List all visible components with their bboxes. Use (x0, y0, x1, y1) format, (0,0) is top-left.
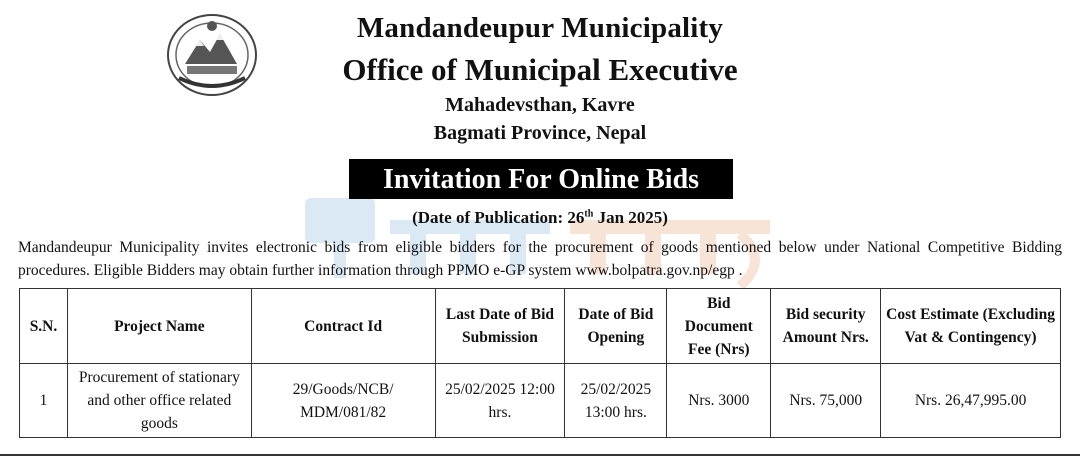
cell-opening-date: 25/02/2025 13:00 hrs. (565, 364, 667, 438)
table-header-row (20, 289, 1061, 364)
publication-date: (Date of Publication: 26th Jan 2025) (412, 208, 668, 227)
header-last-date: Last Date of Bid Submission (435, 289, 565, 364)
table-row (20, 364, 1061, 438)
header-sn: S.N. (20, 289, 68, 364)
header-project-name: Project Name (67, 289, 251, 364)
address-line-1: Mahadevsthan, Kavre (445, 94, 635, 116)
bids-table (19, 288, 1061, 438)
header-bid-security: Bid security Amount Nrs. (771, 289, 881, 364)
cell-last-date: 25/02/2025 12:00 hrs. (435, 364, 565, 438)
municipality-name: Mandandeupur Municipality (356, 12, 724, 44)
cell-bid-security: Nrs. 75,000 (771, 364, 881, 438)
header-contract-id: Contract Id (251, 289, 435, 364)
invitation-title: Invitation For Online Bids (349, 159, 733, 199)
intro-paragraph: Mandandeupur Municipality invites electronic bids from eligible bidders for the procurement of goods mentioned below under National Competitive Bidding procedures. Eligible Bidders may obtain further information through PPMO e-GP system www.bolpatra.gov.np/egp . (18, 239, 1062, 279)
cell-cost-estimate: Nrs. 26,47,995.00 (881, 364, 1061, 438)
cell-sn: 1 (20, 364, 68, 438)
header-cost-estimate: Cost Estimate (Excluding Vat & Contingency) (881, 289, 1061, 364)
header-opening-date: Date of Bid Opening (565, 289, 667, 364)
header-document-fee: Bid Document Fee (Nrs) (667, 289, 771, 364)
cell-contract-id: 29/Goods/NCB/ MDM/081/82 (251, 364, 435, 438)
cell-document-fee: Nrs. 3000 (667, 364, 771, 438)
cell-project-name: Procurement of stationary and other office related goods (67, 364, 251, 438)
address-line-2: Bagmati Province, Nepal (433, 122, 647, 144)
office-name: Office of Municipal Executive (342, 52, 738, 87)
